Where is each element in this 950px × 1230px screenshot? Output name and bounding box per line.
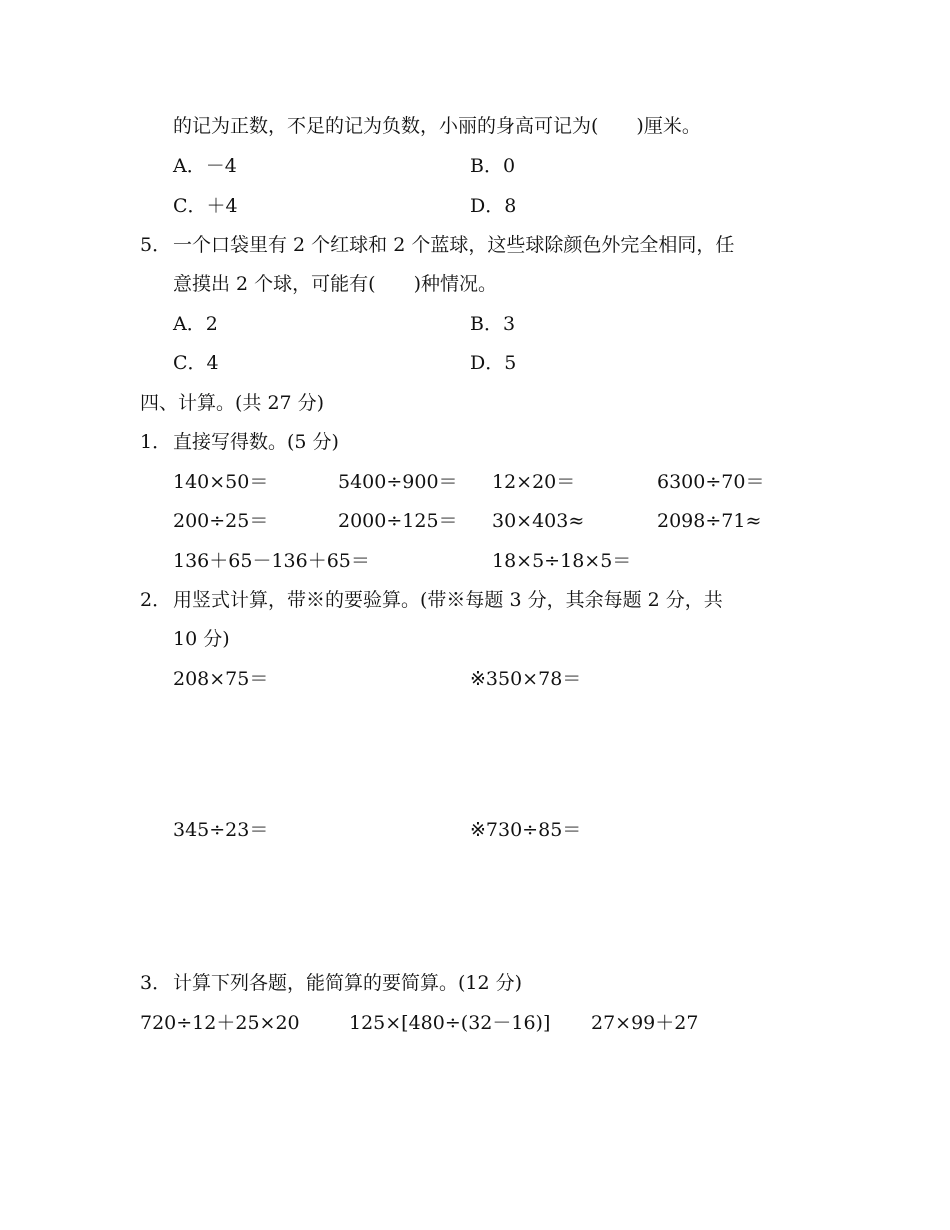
simplify-calc-item: 27×99＋27 <box>591 1012 699 1034</box>
q5-option-b: B．3 <box>470 313 516 335</box>
simplify-calc-item: 125×[480÷(32－16)] <box>349 1012 551 1034</box>
problem-2-title-line2: 10 分) <box>173 628 230 650</box>
mental-calc-item: 12×20＝ <box>492 471 576 493</box>
mental-calc-item: 140×50＝ <box>173 471 269 493</box>
question-5-number: 5． <box>140 234 172 256</box>
problem-2-number: 2． <box>140 589 172 611</box>
q4-option-d: D．8 <box>470 195 517 217</box>
mental-calc-item: 18×5÷18×5＝ <box>492 550 632 572</box>
mental-calc-item: 2000÷125＝ <box>338 510 458 532</box>
question-4-continuation: 的记为正数，不足的记为负数，小丽的身高可记为( )厘米。 <box>173 115 701 137</box>
q4-option-c: C．＋4 <box>173 195 238 217</box>
q5-option-c: C．4 <box>173 352 219 374</box>
mental-calc-item: 136＋65－136＋65＝ <box>173 550 370 572</box>
mental-calc-item: 5400÷900＝ <box>338 471 458 493</box>
mental-calc-item: 6300÷70＝ <box>657 471 765 493</box>
q5-option-a: A．2 <box>173 313 218 335</box>
vertical-calc-item: 345÷23＝ <box>173 819 269 841</box>
mental-calc-item: 30×403≈ <box>492 510 585 532</box>
simplify-calc-item: 720÷12＋25×20 <box>140 1012 300 1034</box>
q4-option-b: B．0 <box>470 155 516 177</box>
question-5-text-line1: 一个口袋里有 2 个红球和 2 个蓝球，这些球除颜色外完全相同，任 <box>173 234 735 256</box>
problem-1-title: 直接写得数。(5 分) <box>173 431 339 453</box>
problem-2-title-line1: 用竖式计算，带※的要验算。(带※每题 3 分，其余每题 2 分，共 <box>173 589 723 611</box>
problem-3-title: 计算下列各题，能简算的要简算。(12 分) <box>173 972 523 994</box>
problem-1-number: 1． <box>140 431 172 453</box>
vertical-calc-item: 208×75＝ <box>173 668 269 690</box>
section-4-heading: 四、计算。(共 27 分) <box>140 392 325 414</box>
mental-calc-item: 2098÷71≈ <box>657 510 762 532</box>
mental-calc-item: 200÷25＝ <box>173 510 269 532</box>
question-5-text-line2: 意摸出 2 个球，可能有( )种情况。 <box>173 273 497 295</box>
vertical-calc-item: ※730÷85＝ <box>470 819 582 841</box>
problem-3-number: 3． <box>140 972 172 994</box>
vertical-calc-item: ※350×78＝ <box>470 668 582 690</box>
q4-option-a: A．－4 <box>173 155 237 177</box>
q5-option-d: D．5 <box>470 352 517 374</box>
